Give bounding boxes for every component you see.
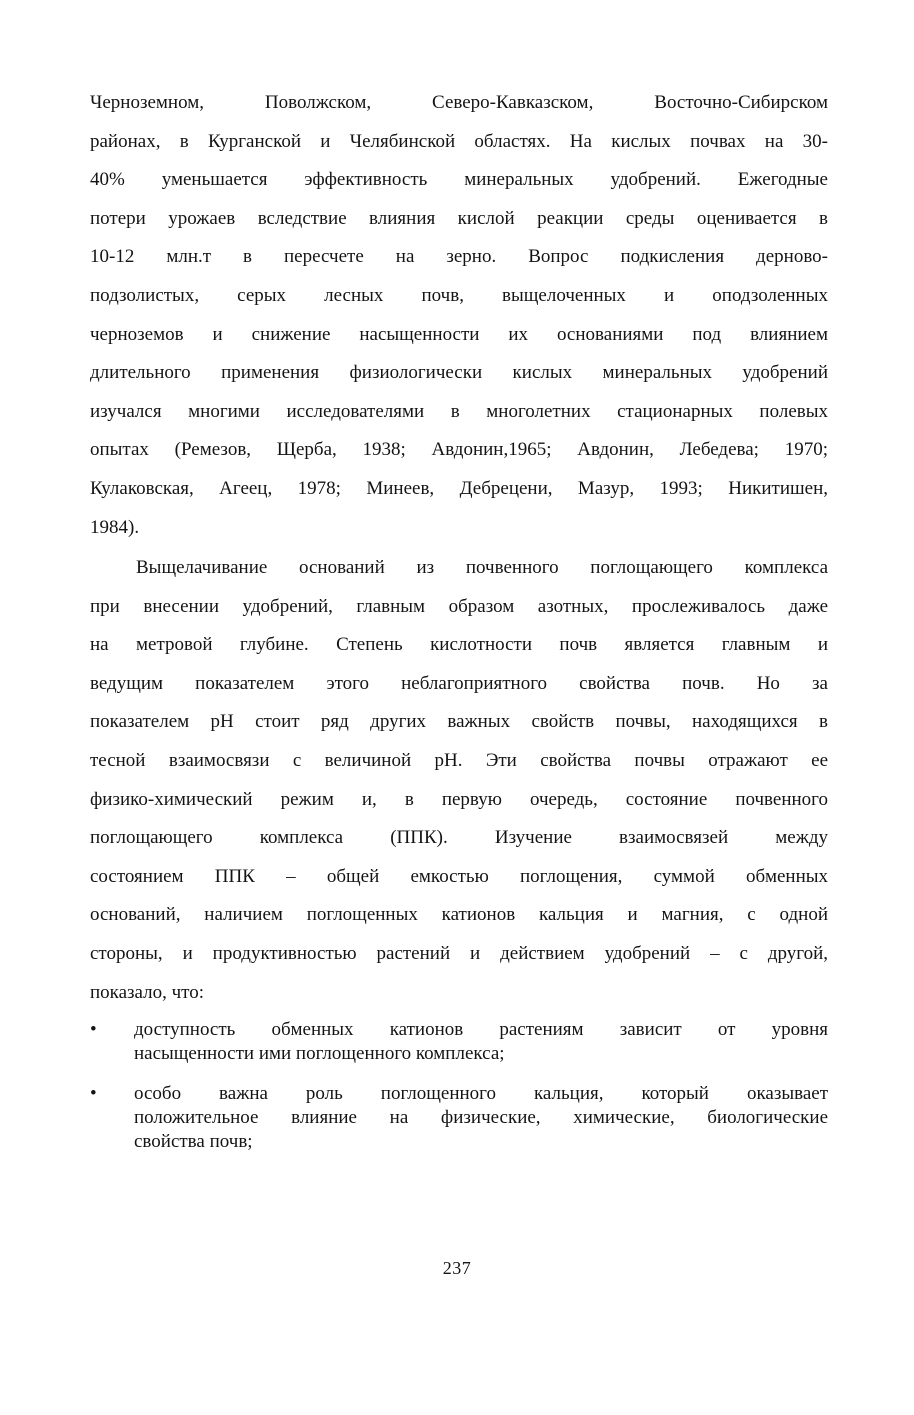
paragraph-line: физико-химический режим и, в первую очередь, состояние почвенного bbox=[90, 788, 828, 810]
paragraph-line: длительного применения физиологически кислых минеральных удобрений bbox=[90, 362, 828, 384]
bullet-item bbox=[90, 1082, 828, 1154]
paragraph-2 bbox=[90, 549, 828, 1012]
paragraph-line: Черноземном, Поволжском, Северо-Кавказском, Восточно-Сибирском bbox=[90, 92, 828, 113]
bullet-line: насыщенности ими поглощенного комплекса; bbox=[134, 1043, 505, 1064]
paragraph-line: при внесении удобрений, главным образом азотных, прослеживалось даже bbox=[90, 595, 828, 617]
paragraph-line: тесной взаимосвязи с величиной pH. Эти свойства почвы отражают ее bbox=[90, 749, 828, 771]
bullet-line: положительное влияние на физические, химические, биологические bbox=[134, 1107, 828, 1128]
paragraph-line: потери урожаев вследствие влияния кислой реакции среды оценивается в bbox=[90, 207, 828, 229]
paragraph-1 bbox=[90, 84, 828, 547]
paragraph-line: показало, что: bbox=[90, 981, 205, 1003]
bullet-line: особо важна роль поглощенного кальция, который оказывает bbox=[134, 1083, 828, 1104]
paragraph-line: 10-12 млн.т в пересчете на зерно. Вопрос подкисления дерново- bbox=[90, 246, 828, 268]
paragraph-line: изучался многими исследователями в многолетних стационарных полевых bbox=[90, 400, 828, 422]
paragraph-line: опытах (Ремезов, Щерба, 1938; Авдонин,1965; Авдонин, Лебедева; 1970; bbox=[90, 439, 828, 461]
paragraph-line: Выщелачивание оснований из почвенного поглощающего комплекса bbox=[136, 557, 828, 578]
bullet-item bbox=[90, 1018, 828, 1066]
bullet-line: свойства почв; bbox=[134, 1131, 253, 1152]
paragraph-line: 40% уменьшается эффективность минеральных удобрений. Ежегодные bbox=[90, 169, 828, 191]
paragraph-line: показателем pH стоит ряд других важных свойств почвы, находящихся в bbox=[90, 711, 828, 733]
paragraph-line: стороны, и продуктивностью растений и действием удобрений – с другой, bbox=[90, 942, 828, 964]
paragraph-line: районах, в Курганской и Челябинской областях. На кислых почвах на 30- bbox=[90, 130, 828, 152]
paragraph-line: поглощающего комплекса (ППК). Изучение взаимосвязей между bbox=[90, 827, 828, 849]
bullet-line: доступность обменных катионов растениям зависит от уровня bbox=[134, 1019, 828, 1040]
paragraph-line: Кулаковская, Агеец, 1978; Минеев, Дебрецени, Мазур, 1993; Никитишен, bbox=[90, 477, 828, 499]
paragraph-line: состоянием ППК – общей емкостью поглощения, суммой обменных bbox=[90, 865, 828, 887]
paragraph-line: ведущим показателем этого неблагоприятного свойства почв. Но за bbox=[90, 672, 828, 694]
bullet-marker: • bbox=[90, 1083, 97, 1104]
paragraph-line: оснований, наличием поглощенных катионов кальция и магния, с одной bbox=[90, 904, 828, 926]
paragraph-line: подзолистых, серых лесных почв, выщелоченных и оподзоленных bbox=[90, 284, 828, 306]
bullet-marker: • bbox=[90, 1019, 97, 1040]
bullet-list bbox=[90, 1018, 828, 1170]
page-number: 237 bbox=[442, 1258, 472, 1278]
paragraph-line: на метровой глубине. Степень кислотности почв является главным и bbox=[90, 634, 828, 656]
paragraph-line: черноземов и снижение насыщенности их основаниями под влиянием bbox=[90, 323, 828, 345]
paragraph-line: 1984). bbox=[90, 516, 140, 538]
